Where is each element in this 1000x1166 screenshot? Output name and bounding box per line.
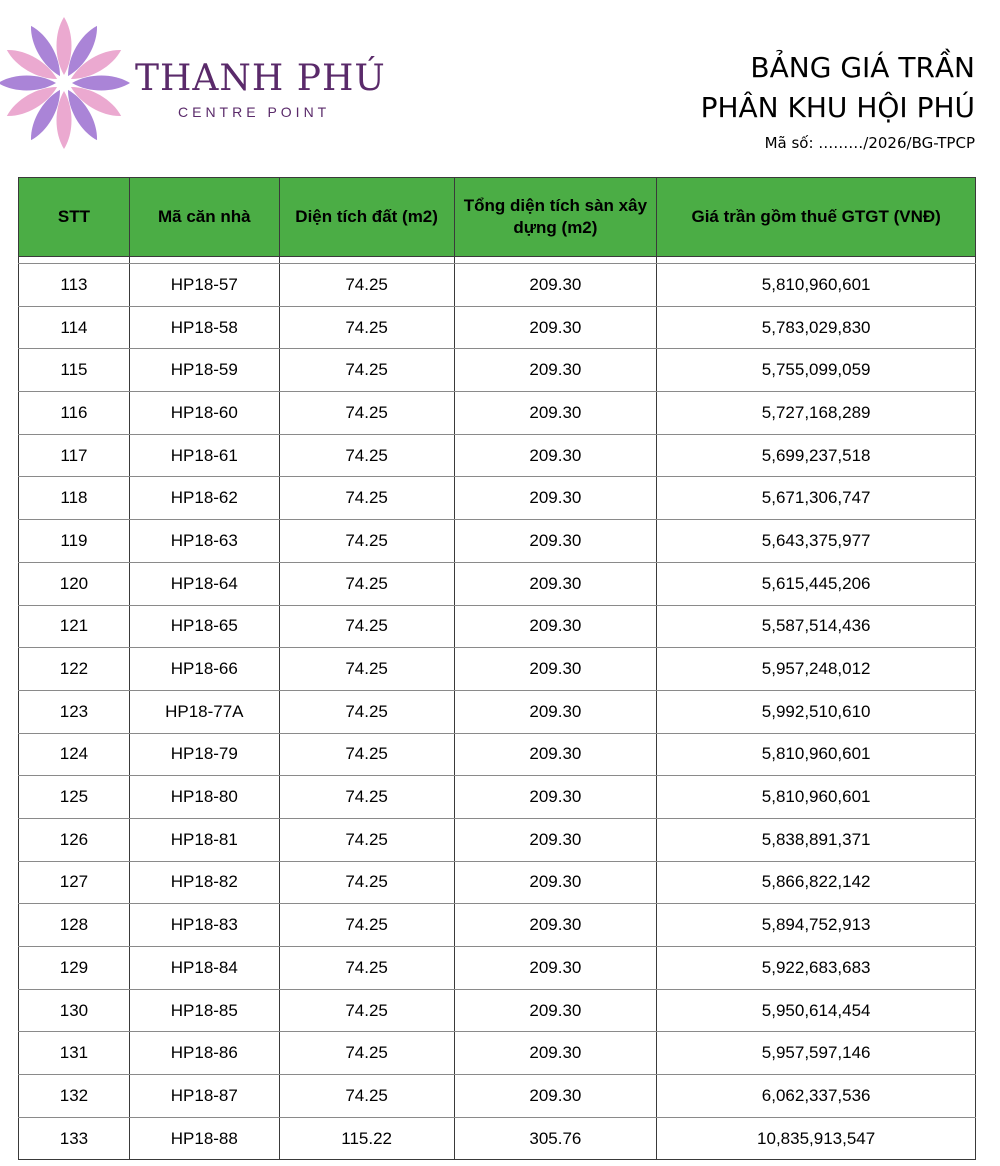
cell-floor-area: 209.30 [454, 1032, 657, 1075]
table-row [19, 861, 976, 904]
cell-land-area: 74.25 [279, 648, 454, 691]
cell-land-area: 74.25 [279, 904, 454, 947]
cell-land-area: 74.25 [279, 349, 454, 392]
price-table [18, 177, 976, 1160]
brand-subtitle: CENTRE POINT [178, 104, 331, 120]
cell-floor-area: 209.30 [454, 605, 657, 648]
cell-floor-area: 209.30 [454, 1075, 657, 1118]
cell-stt: 121 [19, 605, 130, 648]
cell-price: 5,615,445,206 [657, 562, 976, 605]
document-header [701, 48, 975, 152]
cell-floor-area: 209.30 [454, 392, 657, 435]
cell-price: 5,810,960,601 [657, 733, 976, 776]
cell-floor-area: 209.30 [454, 306, 657, 349]
cell-stt: 114 [19, 306, 130, 349]
table-row [19, 349, 976, 392]
column-header-floor-area: Tổng diện tích sàn xây dựng (m2) [454, 178, 657, 257]
cell-land-area: 74.25 [279, 1032, 454, 1075]
table-row [19, 264, 976, 307]
cell-price: 5,992,510,610 [657, 690, 976, 733]
cell-floor-area: 209.30 [454, 477, 657, 520]
table-row [19, 648, 976, 691]
cell-unit-code: HP18-57 [129, 264, 279, 307]
cell-land-area: 74.25 [279, 989, 454, 1032]
cell-floor-area: 209.30 [454, 989, 657, 1032]
table-row [19, 520, 976, 563]
cell-unit-code: HP18-66 [129, 648, 279, 691]
cell-unit-code: HP18-59 [129, 349, 279, 392]
cell-stt: 127 [19, 861, 130, 904]
cell-price: 6,062,337,536 [657, 1075, 976, 1118]
cell-land-area: 74.25 [279, 690, 454, 733]
cell-floor-area: 209.30 [454, 904, 657, 947]
cell-unit-code: HP18-77A [129, 690, 279, 733]
table-row [19, 1117, 976, 1160]
cell-floor-area: 209.30 [454, 776, 657, 819]
table-row [19, 818, 976, 861]
cell-land-area: 74.25 [279, 861, 454, 904]
table-row [19, 605, 976, 648]
cell-stt: 123 [19, 690, 130, 733]
cell-stt: 117 [19, 434, 130, 477]
cell-land-area: 74.25 [279, 392, 454, 435]
cell-stt: 120 [19, 562, 130, 605]
cell-unit-code: HP18-63 [129, 520, 279, 563]
cell-land-area: 74.25 [279, 947, 454, 990]
cell-land-area: 74.25 [279, 264, 454, 307]
cell-unit-code: HP18-86 [129, 1032, 279, 1075]
cell-unit-code: HP18-87 [129, 1075, 279, 1118]
cell-unit-code: HP18-88 [129, 1117, 279, 1160]
cell-price: 10,835,913,547 [657, 1117, 976, 1160]
cell-land-area: 74.25 [279, 306, 454, 349]
cell-unit-code: HP18-60 [129, 392, 279, 435]
column-header-stt: STT [19, 178, 130, 257]
cell-unit-code: HP18-83 [129, 904, 279, 947]
cell-land-area: 74.25 [279, 733, 454, 776]
cell-floor-area: 209.30 [454, 520, 657, 563]
brand-name: THANH PHÚ [135, 58, 386, 99]
cell-unit-code: HP18-82 [129, 861, 279, 904]
cell-stt: 124 [19, 733, 130, 776]
table-row [19, 904, 976, 947]
cell-price: 5,727,168,289 [657, 392, 976, 435]
cell-unit-code: HP18-58 [129, 306, 279, 349]
cell-stt: 125 [19, 776, 130, 819]
cell-unit-code: HP18-80 [129, 776, 279, 819]
cell-floor-area: 209.30 [454, 690, 657, 733]
cell-floor-area: 209.30 [454, 264, 657, 307]
cell-floor-area: 209.30 [454, 818, 657, 861]
cell-land-area: 74.25 [279, 818, 454, 861]
cell-land-area: 74.25 [279, 776, 454, 819]
table-row [19, 477, 976, 520]
cell-price: 5,671,306,747 [657, 477, 976, 520]
table-row [19, 989, 976, 1032]
cell-floor-area: 209.30 [454, 562, 657, 605]
table-row [19, 690, 976, 733]
cell-price: 5,643,375,977 [657, 520, 976, 563]
table-row [19, 562, 976, 605]
column-header-unit-code: Mã căn nhà [129, 178, 279, 257]
cell-floor-area: 209.30 [454, 861, 657, 904]
cell-floor-area: 209.30 [454, 947, 657, 990]
cell-stt: 131 [19, 1032, 130, 1075]
cell-price: 5,699,237,518 [657, 434, 976, 477]
cell-price: 5,810,960,601 [657, 776, 976, 819]
cell-floor-area: 209.30 [454, 648, 657, 691]
document-title-line1: BẢNG GIÁ TRẦN [750, 51, 975, 84]
cell-land-area: 74.25 [279, 1075, 454, 1118]
column-header-land-area: Diện tích đất (m2) [279, 178, 454, 257]
cell-stt: 115 [19, 349, 130, 392]
table-spacer-row [19, 257, 976, 264]
cell-unit-code: HP18-84 [129, 947, 279, 990]
cell-unit-code: HP18-79 [129, 733, 279, 776]
cell-price: 5,957,597,146 [657, 1032, 976, 1075]
cell-stt: 132 [19, 1075, 130, 1118]
cell-land-area: 74.25 [279, 605, 454, 648]
table-row [19, 776, 976, 819]
table-row [19, 434, 976, 477]
cell-unit-code: HP18-64 [129, 562, 279, 605]
table-row [19, 392, 976, 435]
cell-floor-area: 305.76 [454, 1117, 657, 1160]
column-header-price: Giá trần gồm thuế GTGT (VNĐ) [657, 178, 976, 257]
cell-stt: 118 [19, 477, 130, 520]
cell-price: 5,810,960,601 [657, 264, 976, 307]
cell-price: 5,783,029,830 [657, 306, 976, 349]
cell-stt: 122 [19, 648, 130, 691]
cell-land-area: 115.22 [279, 1117, 454, 1160]
table-row [19, 947, 976, 990]
table-row [19, 306, 976, 349]
cell-unit-code: HP18-62 [129, 477, 279, 520]
brand-logo [0, 8, 386, 158]
cell-price: 5,838,891,371 [657, 818, 976, 861]
cell-stt: 130 [19, 989, 130, 1032]
table-row [19, 1032, 976, 1075]
cell-stt: 129 [19, 947, 130, 990]
cell-land-area: 74.25 [279, 562, 454, 605]
cell-price: 5,950,614,454 [657, 989, 976, 1032]
document-code: Mã số: ………/2026/BG-TPCP [764, 134, 975, 152]
cell-stt: 128 [19, 904, 130, 947]
cell-stt: 119 [19, 520, 130, 563]
cell-stt: 116 [19, 392, 130, 435]
cell-floor-area: 209.30 [454, 349, 657, 392]
cell-price: 5,894,752,913 [657, 904, 976, 947]
cell-price: 5,755,099,059 [657, 349, 976, 392]
cell-land-area: 74.25 [279, 477, 454, 520]
cell-price: 5,866,822,142 [657, 861, 976, 904]
cell-unit-code: HP18-85 [129, 989, 279, 1032]
cell-land-area: 74.25 [279, 434, 454, 477]
cell-unit-code: HP18-65 [129, 605, 279, 648]
cell-floor-area: 209.30 [454, 733, 657, 776]
cell-land-area: 74.25 [279, 520, 454, 563]
flower-icon [0, 8, 130, 158]
cell-price: 5,922,683,683 [657, 947, 976, 990]
cell-stt: 113 [19, 264, 130, 307]
table-body [19, 257, 976, 1160]
cell-stt: 133 [19, 1117, 130, 1160]
document-title-line2: PHÂN KHU HỘI PHÚ [700, 91, 975, 124]
cell-stt: 126 [19, 818, 130, 861]
table-header-row [19, 178, 976, 257]
table-row [19, 1075, 976, 1118]
cell-floor-area: 209.30 [454, 434, 657, 477]
cell-unit-code: HP18-81 [129, 818, 279, 861]
cell-price: 5,957,248,012 [657, 648, 976, 691]
cell-price: 5,587,514,436 [657, 605, 976, 648]
cell-unit-code: HP18-61 [129, 434, 279, 477]
table-row [19, 733, 976, 776]
